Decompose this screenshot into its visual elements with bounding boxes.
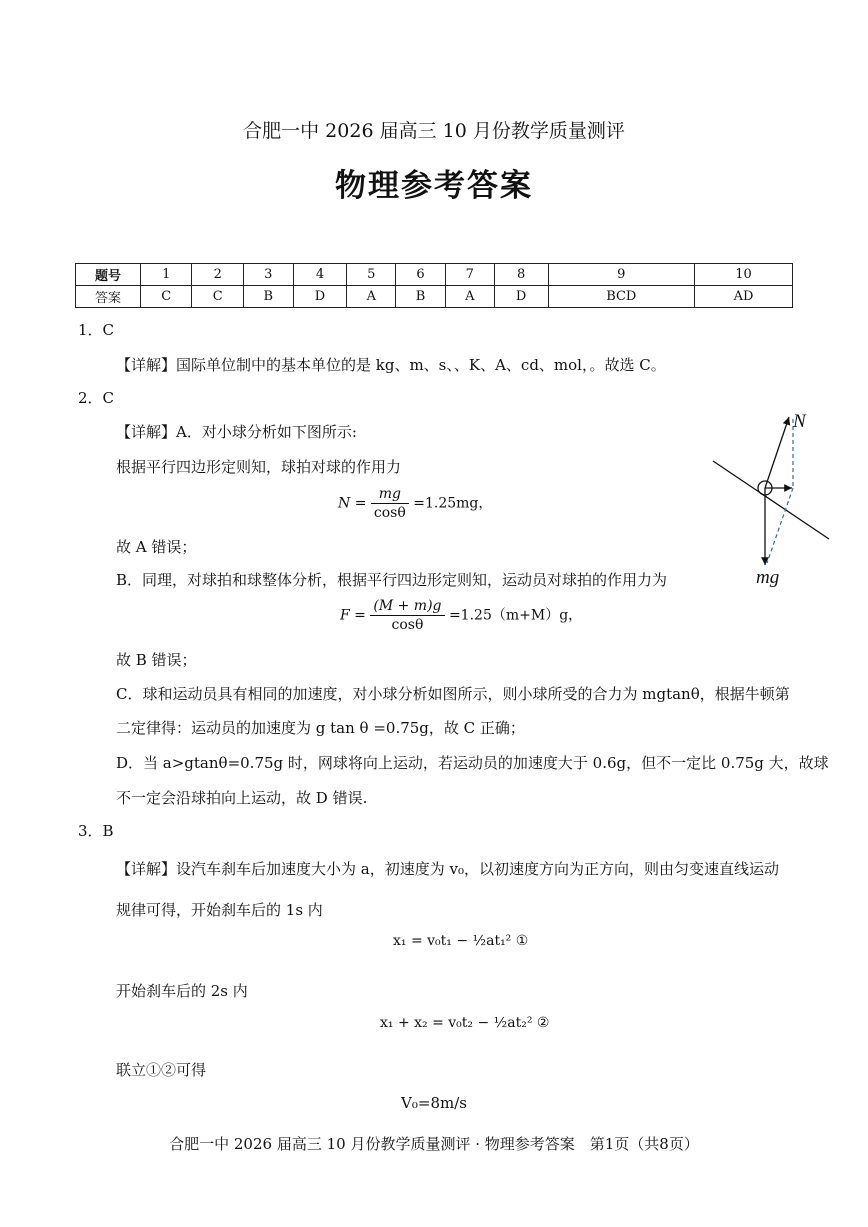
table-cell: A bbox=[445, 286, 494, 308]
eq-denominator: cosθ bbox=[373, 505, 406, 521]
q2-line-a2: 根据平行四边形定则知，球拍对球的作用力 bbox=[116, 458, 402, 476]
table-cell: 1 bbox=[141, 264, 192, 286]
q2-d-text-1: D．当 a>gtanθ=0.75g 时，网球将向上运动，若运动员的加速度大于 0.6g，但不一定比 0.75g 大，故球 bbox=[116, 754, 829, 772]
table-cell: 3 bbox=[243, 264, 293, 286]
q2-heading: 2．C bbox=[78, 389, 115, 407]
table-cell: B bbox=[396, 286, 446, 308]
eq-rhs: =1.25mg， bbox=[413, 495, 493, 512]
q3-combine: 联立①②可得 bbox=[116, 1061, 207, 1079]
table-cell: D bbox=[293, 286, 347, 308]
q3-result: V₀=8m/s bbox=[401, 1094, 467, 1112]
q3-detail-1: 【详解】设汽车刹车后加速度大小为 a，初速度为 v₀，以初速度方向为正方向，则由匀变速直线运动 bbox=[116, 860, 779, 878]
q2-equation-1 bbox=[338, 486, 492, 521]
q2-detail-a: 【详解】A．对小球分析如下图所示: bbox=[116, 423, 357, 441]
q2-c-text-2: 二定律得：运动员的加速度为 g tan θ =0.75g，故 C 正确； bbox=[116, 719, 525, 737]
q2-a-conclusion: 故 A 错误； bbox=[116, 538, 197, 556]
table-row-numbers bbox=[76, 264, 793, 286]
table-cell: 4 bbox=[293, 264, 347, 286]
table-cell: 5 bbox=[347, 264, 396, 286]
eq-fraction bbox=[371, 486, 409, 521]
q2-c-text-1: C．球和运动员具有相同的加速度，对小球分析如图所示，则小球所受的合力为 mgtanθ，根据牛顿第 bbox=[116, 685, 790, 703]
table-cell: A bbox=[347, 286, 396, 308]
table-header-answer: 答案 bbox=[76, 286, 141, 308]
q3-equation-2: x₁ + x₂ = v₀t₂ − ½at₂² ② bbox=[380, 1015, 550, 1031]
table-header-number: 题号 bbox=[76, 264, 141, 286]
q3-equation-1: x₁ = v₀t₁ − ½at₁² ① bbox=[393, 933, 529, 949]
table-cell: AD bbox=[695, 286, 793, 308]
normal-force-arrow bbox=[765, 417, 789, 488]
eq-fraction bbox=[370, 598, 444, 633]
eq-lhs: N = bbox=[338, 495, 367, 512]
table-cell: C bbox=[141, 286, 192, 308]
table-cell: 2 bbox=[192, 264, 243, 286]
label-n: N bbox=[793, 411, 806, 432]
q3-heading: 3．B bbox=[78, 822, 114, 840]
page-title: 物理参考答案 bbox=[335, 168, 533, 204]
table-cell: C bbox=[192, 286, 243, 308]
eq-lhs: F = bbox=[340, 607, 366, 624]
eq-rhs: =1.25（m+M）g， bbox=[448, 607, 583, 624]
exam-subtitle: 合肥一中 2026 届高三 10 月份教学质量测评 bbox=[243, 120, 625, 142]
label-mg: mg bbox=[756, 567, 780, 588]
table-cell: 8 bbox=[494, 264, 548, 286]
table-cell: 7 bbox=[445, 264, 494, 286]
q2-equation-2 bbox=[340, 598, 582, 633]
table-row-answers bbox=[76, 286, 793, 308]
table-cell: 9 bbox=[548, 264, 695, 286]
eq-numerator: (M + m)g bbox=[370, 598, 444, 616]
table-cell: BCD bbox=[548, 286, 695, 308]
q3-detail-2: 规律可得，开始刹车后的 1s 内 bbox=[116, 901, 323, 919]
eq-denominator: cosθ bbox=[391, 617, 424, 633]
table-cell: B bbox=[243, 286, 293, 308]
q1-detail: 【详解】国际单位制中的基本单位的是 kg、m、s、、K、A、cd、mol，。故选 C。 bbox=[116, 356, 666, 374]
table-cell: 10 bbox=[695, 264, 793, 286]
q3-line-2s: 开始刹车后的 2s 内 bbox=[116, 982, 248, 1000]
q2-d-text-2: 不一定会沿球拍向上运动，故 D 错误. bbox=[116, 789, 368, 807]
racket-surface-line bbox=[713, 461, 829, 539]
q2-b-conclusion: 故 B 错误； bbox=[116, 651, 197, 669]
q1-heading: 1．C bbox=[78, 321, 115, 339]
table-cell: 6 bbox=[396, 264, 446, 286]
q2-b-text: B．同理，对球拍和球整体分析，根据平行四边形定则知，运动员对球拍的作用力为 bbox=[116, 571, 668, 589]
page-footer: 合肥一中 2026 届高三 10 月份教学质量测评 · 物理参考答案 第1页（共8页） bbox=[169, 1135, 699, 1153]
force-diagram bbox=[705, 405, 835, 590]
answer-table bbox=[75, 263, 793, 308]
table-cell: D bbox=[494, 286, 548, 308]
eq-numerator: mg bbox=[371, 486, 409, 504]
